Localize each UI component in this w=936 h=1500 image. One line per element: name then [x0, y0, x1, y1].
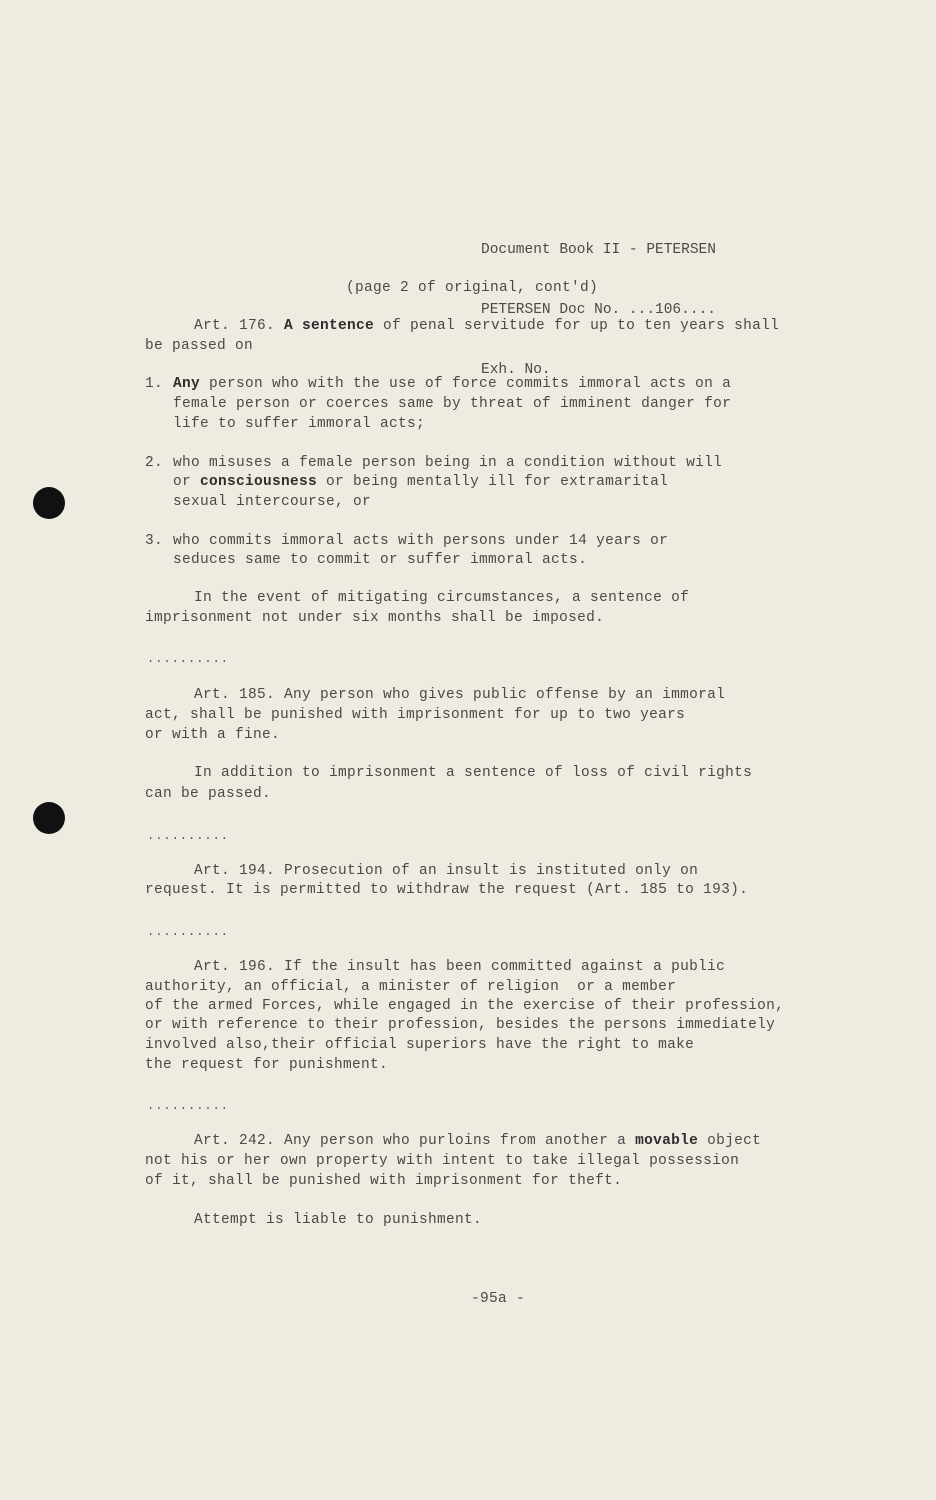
- art196-line-5: involved also,their official superiors have the right to make: [145, 1037, 695, 1053]
- art176-line-2: be passed on: [145, 338, 254, 354]
- art176-mitigation-line-1: In the event of mitigating circumstances, a sentence of: [194, 590, 690, 606]
- section-separator-3: ..........: [147, 925, 230, 939]
- art242-line-3: of it, shall be punished with imprisonment for theft.: [145, 1173, 623, 1189]
- art176-line-1: [194, 318, 779, 334]
- art185-addition-line-2: can be passed.: [145, 786, 272, 802]
- item2-number: 2.: [145, 455, 164, 471]
- item2-bold: consciousness: [200, 474, 318, 490]
- art176-rest: of penal servitude for up to ten years shall: [374, 318, 780, 334]
- punch-hole-bottom: [33, 802, 65, 834]
- art176-prefix: Art. 176.: [194, 318, 285, 334]
- art194-line-1: Art. 194. Prosecution of an insult is instituted only on: [194, 863, 699, 879]
- art242-attempt: Attempt is liable to punishment.: [194, 1212, 483, 1228]
- item2-line-3: sexual intercourse, or: [173, 494, 372, 510]
- art185-line-2: act, shall be punished with imprisonment for up to two years: [145, 707, 686, 723]
- art194-line-2: request. It is permitted to withdraw the request (Art. 185 to 193).: [145, 882, 749, 898]
- item3-number: 3.: [145, 533, 164, 549]
- item3-line-1: who commits immoral acts with persons under 14 years or: [173, 533, 669, 549]
- punch-hole-top: [33, 487, 65, 519]
- item1-line-3: life to suffer immoral acts;: [173, 416, 426, 432]
- art196-line-3: of the armed Forces, while engaged in the exercise of their profession,: [145, 998, 785, 1014]
- section-separator-4: ..........: [147, 1099, 230, 1113]
- art185-line-3: or with a fine.: [145, 727, 281, 743]
- item1-bold: Any: [173, 376, 201, 392]
- art176-mitigation-line-2: imprisonment not under six months shall be imposed.: [145, 610, 605, 626]
- art185-addition-line-1: In addition to imprisonment a sentence of loss of civil rights: [194, 765, 753, 781]
- page-number: -95a -: [471, 1291, 526, 1307]
- art176-bold: A sentence: [284, 318, 375, 334]
- item2-line-2: [173, 474, 668, 490]
- art242-prefix: Art. 242. Any person who purloins from another a: [194, 1133, 636, 1149]
- art196-line-1: Art. 196. If the insult has been committed against a public: [194, 959, 726, 975]
- item1-line-1: [173, 376, 731, 392]
- art196-line-6: the request for punishment.: [145, 1057, 389, 1073]
- item1-line-2: female person or coerces same by threat of imminent danger for: [173, 396, 732, 412]
- section-separator-2: ..........: [147, 829, 230, 843]
- art242-bold: movable: [635, 1133, 699, 1149]
- item2-prefix: or: [173, 474, 201, 490]
- art242-rest: object: [698, 1133, 762, 1149]
- art242-line-2: not his or her own property with intent to take illegal possession: [145, 1153, 740, 1169]
- item3-line-2: seduces same to commit or suffer immoral acts.: [173, 552, 588, 568]
- item2-rest: or being mentally ill for extramarital: [317, 474, 669, 490]
- item1-number: 1.: [145, 376, 164, 392]
- header-doc-number-line: PETERSEN Doc No. ...106....: [481, 302, 716, 318]
- header-exhibit-line: Exh. No.: [481, 362, 551, 378]
- art196-line-2: authority, an official, a minister of religion or a member: [145, 979, 677, 995]
- section-separator-1: ..........: [147, 652, 230, 666]
- art242-line-1: [194, 1133, 761, 1149]
- page-note: (page 2 of original, cont'd): [346, 280, 599, 296]
- header-book-line: Document Book II - PETERSEN: [481, 242, 716, 258]
- item1-rest: person who with the use of force commits immoral acts on a: [200, 376, 732, 392]
- art185-line-1: Art. 185. Any person who gives public offense by an immoral: [194, 687, 726, 703]
- item2-line-1: who misuses a female person being in a condition without will: [173, 455, 723, 471]
- art196-line-4: or with reference to their profession, besides the persons immediately: [145, 1017, 776, 1033]
